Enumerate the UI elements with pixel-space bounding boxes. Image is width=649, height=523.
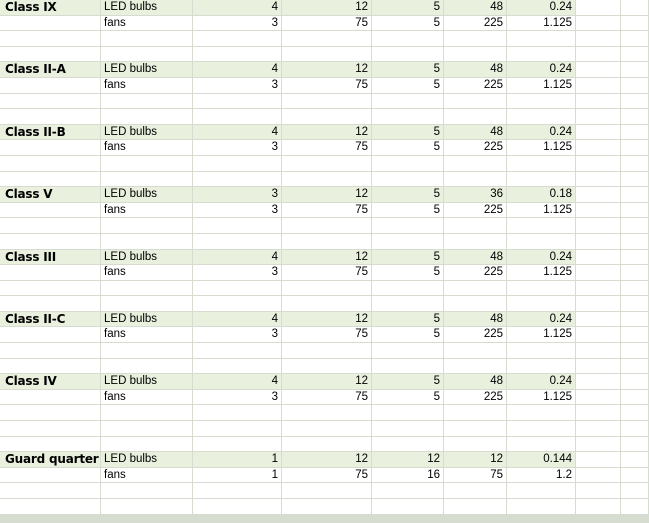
wattage-cell[interactable]: 12: [282, 452, 372, 468]
empty-cell[interactable]: [101, 483, 193, 499]
empty-cell[interactable]: [576, 125, 621, 141]
empty-cell[interactable]: [576, 437, 621, 453]
empty-cell[interactable]: [621, 452, 649, 468]
empty-cell[interactable]: [0, 156, 101, 172]
empty-cell[interactable]: [507, 218, 576, 234]
group-label-cell[interactable]: Class III: [0, 250, 101, 266]
quantity-cell[interactable]: 3: [193, 327, 282, 343]
kwh-cell[interactable]: 1.125: [507, 265, 576, 281]
empty-cell[interactable]: [576, 468, 621, 484]
item-cell[interactable]: fans: [101, 203, 193, 219]
empty-cell[interactable]: [101, 281, 193, 297]
empty-cell[interactable]: [576, 390, 621, 406]
item-cell[interactable]: fans: [101, 390, 193, 406]
quantity-cell[interactable]: 4: [193, 62, 282, 78]
kwh-cell[interactable]: 1.125: [507, 16, 576, 32]
empty-cell[interactable]: [621, 16, 649, 32]
empty-cell[interactable]: [621, 468, 649, 484]
empty-cell[interactable]: [507, 421, 576, 437]
empty-cell[interactable]: [193, 343, 282, 359]
empty-cell[interactable]: [576, 109, 621, 125]
item-cell[interactable]: fans: [101, 78, 193, 94]
empty-cell[interactable]: [372, 172, 444, 188]
empty-cell[interactable]: [0, 405, 101, 421]
empty-cell[interactable]: [0, 109, 101, 125]
empty-cell[interactable]: [621, 62, 649, 78]
empty-cell[interactable]: [282, 47, 372, 63]
empty-cell[interactable]: [444, 437, 507, 453]
empty-cell[interactable]: [0, 296, 101, 312]
kwh-cell[interactable]: 0.144: [507, 452, 576, 468]
empty-cell[interactable]: [444, 405, 507, 421]
empty-cell[interactable]: [621, 203, 649, 219]
watt-hours-cell[interactable]: 225: [444, 140, 507, 156]
empty-cell[interactable]: [193, 421, 282, 437]
empty-cell[interactable]: [576, 172, 621, 188]
empty-cell[interactable]: [621, 296, 649, 312]
empty-cell[interactable]: [576, 62, 621, 78]
kwh-cell[interactable]: 0.24: [507, 125, 576, 141]
empty-cell[interactable]: [507, 296, 576, 312]
empty-cell[interactable]: [101, 47, 193, 63]
empty-cell[interactable]: [507, 47, 576, 63]
empty-cell[interactable]: [576, 0, 621, 16]
empty-cell[interactable]: [576, 265, 621, 281]
wattage-cell[interactable]: 12: [282, 250, 372, 266]
empty-cell[interactable]: [282, 94, 372, 110]
empty-cell[interactable]: [101, 359, 193, 375]
hours-cell[interactable]: 5: [372, 0, 444, 16]
empty-cell[interactable]: [282, 343, 372, 359]
empty-cell[interactable]: [576, 281, 621, 297]
empty-cell[interactable]: [576, 421, 621, 437]
quantity-cell[interactable]: 1: [193, 452, 282, 468]
empty-cell[interactable]: [576, 94, 621, 110]
item-cell[interactable]: LED bulbs: [101, 452, 193, 468]
empty-cell[interactable]: [444, 421, 507, 437]
empty-cell[interactable]: [282, 359, 372, 375]
kwh-cell[interactable]: 0.24: [507, 250, 576, 266]
watt-hours-cell[interactable]: 48: [444, 374, 507, 390]
watt-hours-cell[interactable]: 48: [444, 125, 507, 141]
empty-cell[interactable]: [193, 156, 282, 172]
wattage-cell[interactable]: 75: [282, 16, 372, 32]
empty-cell[interactable]: [621, 234, 649, 250]
empty-cell[interactable]: [0, 203, 101, 219]
kwh-cell[interactable]: 0.24: [507, 312, 576, 328]
empty-cell[interactable]: [0, 94, 101, 110]
kwh-cell[interactable]: 0.24: [507, 0, 576, 16]
empty-cell[interactable]: [576, 452, 621, 468]
empty-cell[interactable]: [621, 109, 649, 125]
wattage-cell[interactable]: 75: [282, 327, 372, 343]
empty-cell[interactable]: [621, 499, 649, 515]
empty-cell[interactable]: [576, 234, 621, 250]
empty-cell[interactable]: [576, 140, 621, 156]
empty-cell[interactable]: [576, 405, 621, 421]
kwh-cell[interactable]: 1.125: [507, 390, 576, 406]
empty-cell[interactable]: [576, 31, 621, 47]
item-cell[interactable]: LED bulbs: [101, 187, 193, 203]
item-cell[interactable]: LED bulbs: [101, 62, 193, 78]
empty-cell[interactable]: [193, 437, 282, 453]
empty-cell[interactable]: [621, 281, 649, 297]
quantity-cell[interactable]: 3: [193, 187, 282, 203]
empty-cell[interactable]: [282, 234, 372, 250]
empty-cell[interactable]: [0, 390, 101, 406]
empty-cell[interactable]: [372, 281, 444, 297]
empty-cell[interactable]: [0, 78, 101, 94]
group-label-cell[interactable]: Class II-A: [0, 62, 101, 78]
item-cell[interactable]: LED bulbs: [101, 374, 193, 390]
empty-cell[interactable]: [193, 281, 282, 297]
quantity-cell[interactable]: 3: [193, 140, 282, 156]
kwh-cell[interactable]: 0.18: [507, 187, 576, 203]
quantity-cell[interactable]: 3: [193, 16, 282, 32]
empty-cell[interactable]: [507, 31, 576, 47]
hours-cell[interactable]: 5: [372, 390, 444, 406]
empty-cell[interactable]: [576, 187, 621, 203]
empty-cell[interactable]: [576, 16, 621, 32]
empty-cell[interactable]: [101, 109, 193, 125]
hours-cell[interactable]: 5: [372, 62, 444, 78]
kwh-cell[interactable]: 1.2: [507, 468, 576, 484]
empty-cell[interactable]: [282, 156, 372, 172]
group-label-cell[interactable]: Class II-C: [0, 312, 101, 328]
empty-cell[interactable]: [101, 499, 193, 515]
quantity-cell[interactable]: 3: [193, 203, 282, 219]
empty-cell[interactable]: [0, 499, 101, 515]
empty-cell[interactable]: [282, 281, 372, 297]
empty-cell[interactable]: [621, 359, 649, 375]
empty-cell[interactable]: [576, 312, 621, 328]
watt-hours-cell[interactable]: 48: [444, 312, 507, 328]
empty-cell[interactable]: [507, 499, 576, 515]
item-cell[interactable]: fans: [101, 140, 193, 156]
empty-cell[interactable]: [372, 156, 444, 172]
empty-cell[interactable]: [193, 31, 282, 47]
empty-cell[interactable]: [0, 359, 101, 375]
empty-cell[interactable]: [576, 203, 621, 219]
empty-cell[interactable]: [101, 421, 193, 437]
empty-cell[interactable]: [372, 94, 444, 110]
empty-cell[interactable]: [101, 172, 193, 188]
hours-cell[interactable]: 5: [372, 250, 444, 266]
item-cell[interactable]: fans: [101, 265, 193, 281]
wattage-cell[interactable]: 75: [282, 390, 372, 406]
empty-cell[interactable]: [0, 468, 101, 484]
watt-hours-cell[interactable]: 36: [444, 187, 507, 203]
watt-hours-cell[interactable]: 48: [444, 0, 507, 16]
empty-cell[interactable]: [444, 47, 507, 63]
empty-cell[interactable]: [621, 94, 649, 110]
empty-cell[interactable]: [372, 405, 444, 421]
empty-cell[interactable]: [576, 156, 621, 172]
empty-cell[interactable]: [621, 172, 649, 188]
group-label-cell[interactable]: Class IV: [0, 374, 101, 390]
kwh-cell[interactable]: 1.125: [507, 203, 576, 219]
empty-cell[interactable]: [0, 47, 101, 63]
empty-cell[interactable]: [101, 156, 193, 172]
wattage-cell[interactable]: 12: [282, 62, 372, 78]
empty-cell[interactable]: [507, 343, 576, 359]
hours-cell[interactable]: 16: [372, 468, 444, 484]
empty-cell[interactable]: [444, 156, 507, 172]
empty-cell[interactable]: [444, 172, 507, 188]
empty-cell[interactable]: [444, 281, 507, 297]
empty-cell[interactable]: [0, 343, 101, 359]
empty-cell[interactable]: [621, 47, 649, 63]
watt-hours-cell[interactable]: 12: [444, 452, 507, 468]
quantity-cell[interactable]: 3: [193, 78, 282, 94]
wattage-cell[interactable]: 12: [282, 0, 372, 16]
empty-cell[interactable]: [576, 47, 621, 63]
empty-cell[interactable]: [621, 187, 649, 203]
empty-cell[interactable]: [282, 437, 372, 453]
empty-cell[interactable]: [621, 421, 649, 437]
empty-cell[interactable]: [0, 16, 101, 32]
empty-cell[interactable]: [282, 218, 372, 234]
empty-cell[interactable]: [444, 343, 507, 359]
empty-cell[interactable]: [444, 483, 507, 499]
kwh-cell[interactable]: 1.125: [507, 327, 576, 343]
group-label-cell[interactable]: Class V: [0, 187, 101, 203]
empty-cell[interactable]: [621, 125, 649, 141]
kwh-cell[interactable]: 1.125: [507, 78, 576, 94]
empty-cell[interactable]: [576, 374, 621, 390]
empty-cell[interactable]: [101, 218, 193, 234]
wattage-cell[interactable]: 12: [282, 187, 372, 203]
empty-cell[interactable]: [282, 483, 372, 499]
quantity-cell[interactable]: 4: [193, 374, 282, 390]
quantity-cell[interactable]: 1: [193, 468, 282, 484]
empty-cell[interactable]: [372, 421, 444, 437]
empty-cell[interactable]: [372, 343, 444, 359]
empty-cell[interactable]: [576, 78, 621, 94]
watt-hours-cell[interactable]: 75: [444, 468, 507, 484]
empty-cell[interactable]: [444, 234, 507, 250]
watt-hours-cell[interactable]: 225: [444, 78, 507, 94]
empty-cell[interactable]: [101, 31, 193, 47]
wattage-cell[interactable]: 75: [282, 203, 372, 219]
empty-cell[interactable]: [621, 374, 649, 390]
empty-cell[interactable]: [101, 405, 193, 421]
empty-cell[interactable]: [507, 359, 576, 375]
empty-cell[interactable]: [444, 218, 507, 234]
wattage-cell[interactable]: 75: [282, 78, 372, 94]
empty-cell[interactable]: [0, 218, 101, 234]
empty-cell[interactable]: [193, 499, 282, 515]
empty-cell[interactable]: [621, 437, 649, 453]
empty-cell[interactable]: [507, 156, 576, 172]
empty-cell[interactable]: [621, 390, 649, 406]
empty-cell[interactable]: [507, 234, 576, 250]
empty-cell[interactable]: [0, 140, 101, 156]
empty-cell[interactable]: [507, 281, 576, 297]
empty-cell[interactable]: [372, 234, 444, 250]
empty-cell[interactable]: [0, 327, 101, 343]
empty-cell[interactable]: [507, 405, 576, 421]
hours-cell[interactable]: 5: [372, 265, 444, 281]
empty-cell[interactable]: [372, 437, 444, 453]
watt-hours-cell[interactable]: 225: [444, 390, 507, 406]
quantity-cell[interactable]: 4: [193, 250, 282, 266]
empty-cell[interactable]: [444, 94, 507, 110]
quantity-cell[interactable]: 3: [193, 265, 282, 281]
empty-cell[interactable]: [444, 359, 507, 375]
empty-cell[interactable]: [193, 234, 282, 250]
empty-cell[interactable]: [621, 31, 649, 47]
hours-cell[interactable]: 5: [372, 203, 444, 219]
hours-cell[interactable]: 5: [372, 140, 444, 156]
watt-hours-cell[interactable]: 225: [444, 16, 507, 32]
empty-cell[interactable]: [193, 218, 282, 234]
empty-cell[interactable]: [282, 172, 372, 188]
hours-cell[interactable]: 5: [372, 16, 444, 32]
empty-cell[interactable]: [0, 281, 101, 297]
empty-cell[interactable]: [507, 172, 576, 188]
empty-cell[interactable]: [621, 483, 649, 499]
group-label-cell[interactable]: Class II-B: [0, 125, 101, 141]
empty-cell[interactable]: [444, 296, 507, 312]
empty-cell[interactable]: [576, 250, 621, 266]
empty-cell[interactable]: [282, 31, 372, 47]
item-cell[interactable]: fans: [101, 16, 193, 32]
hours-cell[interactable]: 5: [372, 327, 444, 343]
hours-cell[interactable]: 5: [372, 374, 444, 390]
empty-cell[interactable]: [444, 109, 507, 125]
group-label-cell[interactable]: Guard quarter: [0, 452, 101, 468]
empty-cell[interactable]: [621, 327, 649, 343]
watt-hours-cell[interactable]: 225: [444, 327, 507, 343]
empty-cell[interactable]: [193, 405, 282, 421]
empty-cell[interactable]: [193, 172, 282, 188]
empty-cell[interactable]: [101, 296, 193, 312]
empty-cell[interactable]: [0, 421, 101, 437]
empty-cell[interactable]: [372, 47, 444, 63]
empty-cell[interactable]: [507, 483, 576, 499]
empty-cell[interactable]: [0, 31, 101, 47]
item-cell[interactable]: fans: [101, 327, 193, 343]
watt-hours-cell[interactable]: 48: [444, 250, 507, 266]
wattage-cell[interactable]: 12: [282, 312, 372, 328]
kwh-cell[interactable]: 0.24: [507, 374, 576, 390]
watt-hours-cell[interactable]: 225: [444, 203, 507, 219]
empty-cell[interactable]: [621, 250, 649, 266]
hours-cell[interactable]: 12: [372, 452, 444, 468]
empty-cell[interactable]: [372, 109, 444, 125]
wattage-cell[interactable]: 12: [282, 374, 372, 390]
hours-cell[interactable]: 5: [372, 187, 444, 203]
empty-cell[interactable]: [0, 265, 101, 281]
empty-cell[interactable]: [621, 140, 649, 156]
watt-hours-cell[interactable]: 225: [444, 265, 507, 281]
kwh-cell[interactable]: 0.24: [507, 62, 576, 78]
empty-cell[interactable]: [193, 483, 282, 499]
empty-cell[interactable]: [282, 405, 372, 421]
empty-cell[interactable]: [621, 265, 649, 281]
item-cell[interactable]: LED bulbs: [101, 250, 193, 266]
empty-cell[interactable]: [0, 437, 101, 453]
wattage-cell[interactable]: 75: [282, 140, 372, 156]
hours-cell[interactable]: 5: [372, 125, 444, 141]
empty-cell[interactable]: [576, 359, 621, 375]
empty-cell[interactable]: [193, 359, 282, 375]
kwh-cell[interactable]: 1.125: [507, 140, 576, 156]
wattage-cell[interactable]: 75: [282, 265, 372, 281]
wattage-cell[interactable]: 75: [282, 468, 372, 484]
quantity-cell[interactable]: 4: [193, 125, 282, 141]
empty-cell[interactable]: [372, 359, 444, 375]
empty-cell[interactable]: [576, 343, 621, 359]
empty-cell[interactable]: [0, 172, 101, 188]
empty-cell[interactable]: [101, 234, 193, 250]
empty-cell[interactable]: [193, 94, 282, 110]
item-cell[interactable]: fans: [101, 468, 193, 484]
empty-cell[interactable]: [0, 483, 101, 499]
empty-cell[interactable]: [372, 499, 444, 515]
empty-cell[interactable]: [621, 0, 649, 16]
empty-cell[interactable]: [372, 296, 444, 312]
empty-cell[interactable]: [0, 234, 101, 250]
empty-cell[interactable]: [193, 296, 282, 312]
group-label-cell[interactable]: Class IX: [0, 0, 101, 16]
watt-hours-cell[interactable]: 48: [444, 62, 507, 78]
empty-cell[interactable]: [282, 421, 372, 437]
hours-cell[interactable]: 5: [372, 312, 444, 328]
empty-cell[interactable]: [444, 499, 507, 515]
quantity-cell[interactable]: 3: [193, 390, 282, 406]
empty-cell[interactable]: [621, 218, 649, 234]
item-cell[interactable]: LED bulbs: [101, 312, 193, 328]
empty-cell[interactable]: [101, 437, 193, 453]
empty-cell[interactable]: [444, 31, 507, 47]
empty-cell[interactable]: [193, 47, 282, 63]
wattage-cell[interactable]: 12: [282, 125, 372, 141]
item-cell[interactable]: LED bulbs: [101, 125, 193, 141]
empty-cell[interactable]: [576, 499, 621, 515]
empty-cell[interactable]: [282, 296, 372, 312]
quantity-cell[interactable]: 4: [193, 312, 282, 328]
empty-cell[interactable]: [101, 94, 193, 110]
empty-cell[interactable]: [576, 327, 621, 343]
empty-cell[interactable]: [193, 109, 282, 125]
empty-cell[interactable]: [282, 499, 372, 515]
empty-cell[interactable]: [621, 312, 649, 328]
empty-cell[interactable]: [576, 296, 621, 312]
empty-cell[interactable]: [507, 437, 576, 453]
item-cell[interactable]: LED bulbs: [101, 0, 193, 16]
empty-cell[interactable]: [621, 343, 649, 359]
empty-cell[interactable]: [621, 405, 649, 421]
empty-cell[interactable]: [576, 218, 621, 234]
empty-cell[interactable]: [507, 109, 576, 125]
empty-cell[interactable]: [621, 78, 649, 94]
empty-cell[interactable]: [372, 31, 444, 47]
hours-cell[interactable]: 5: [372, 78, 444, 94]
empty-cell[interactable]: [372, 483, 444, 499]
empty-cell[interactable]: [621, 156, 649, 172]
quantity-cell[interactable]: 4: [193, 0, 282, 16]
empty-cell[interactable]: [507, 94, 576, 110]
empty-cell[interactable]: [372, 218, 444, 234]
empty-cell[interactable]: [282, 109, 372, 125]
empty-cell[interactable]: [101, 343, 193, 359]
empty-cell[interactable]: [576, 483, 621, 499]
